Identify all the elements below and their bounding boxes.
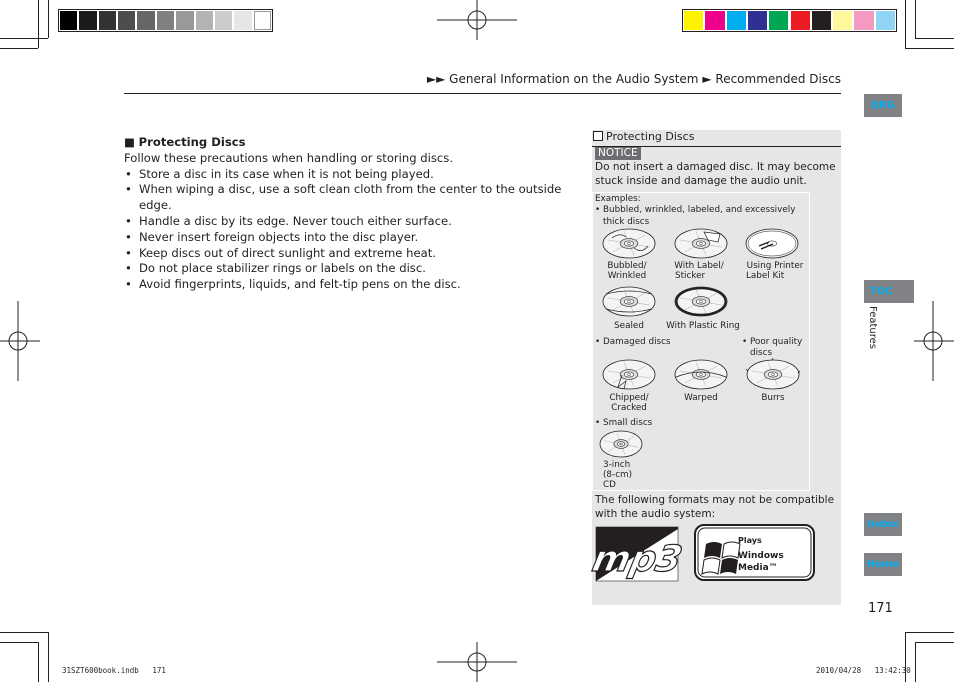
crop-mark — [905, 0, 906, 48]
caption: With Label/ Sticker — [674, 261, 724, 281]
color-swatch — [727, 11, 746, 30]
disc-printer-label-icon — [745, 228, 799, 259]
footer-right: 2010/04/28 13:42:30 — [816, 666, 911, 675]
disc-sealed-icon — [602, 286, 656, 317]
caption: Using Printer Label Kit — [746, 261, 804, 281]
crop-mark — [915, 642, 954, 643]
color-swatch — [157, 11, 174, 30]
caption: Warped — [684, 393, 718, 403]
crop-mark — [915, 38, 954, 39]
breadcrumb-section[interactable]: General Information on the Audio System — [449, 72, 699, 86]
list-item: • Avoid fingerprints, liquids, and felt-tip pens on the disc. — [124, 277, 574, 293]
crop-mark — [0, 642, 38, 643]
color-swatch — [791, 11, 810, 30]
breadcrumb-separator: ► — [702, 72, 712, 86]
intro-text: Follow these precautions when handling or storing discs. — [124, 150, 454, 165]
list-item: • Keep discs out of direct sunlight and extreme heat. — [124, 246, 574, 262]
wm-windows: Windows — [738, 551, 784, 561]
note-icon — [593, 131, 603, 141]
header-divider — [124, 93, 841, 94]
breadcrumb-arrows: ►► — [426, 72, 446, 86]
list-item: • Do not place stabilizer rings or labels on the disc. — [124, 261, 574, 277]
color-swatch — [833, 11, 852, 30]
group-label: • Damaged discs — [595, 337, 671, 347]
group-label: discs — [750, 348, 773, 358]
group-label: • Small discs — [595, 418, 653, 428]
disc-label-icon — [674, 228, 728, 259]
crop-mark — [38, 0, 39, 48]
section-heading — [124, 135, 574, 151]
color-swatch — [79, 11, 96, 30]
registration-mark-icon — [437, 642, 517, 682]
breadcrumb-page[interactable]: Recommended Discs — [715, 72, 841, 86]
registration-mark-icon — [914, 301, 954, 381]
gray-color-bar — [58, 9, 273, 32]
mp3-logo-text: mp3 — [588, 537, 687, 580]
wm-plays: Plays — [738, 536, 762, 545]
list-item: • Store a disc in its case when it is not being played. — [124, 167, 574, 183]
color-swatch — [684, 11, 703, 30]
crop-mark — [0, 632, 48, 633]
caption: Chipped/ Cracked — [609, 393, 649, 413]
crop-mark — [48, 632, 49, 682]
windows-media-logo — [694, 524, 815, 581]
caption: Sealed — [614, 321, 644, 331]
panel-title-text: Protecting Discs — [606, 130, 695, 143]
color-swatch — [769, 11, 788, 30]
caption: Bubbled/ Wrinkled — [607, 261, 647, 281]
crop-mark — [0, 48, 38, 49]
crop-mark — [48, 0, 49, 38]
color-swatch — [854, 11, 873, 30]
group-label: • Poor quality — [742, 337, 803, 347]
crop-mark — [915, 0, 916, 38]
crop-mark — [905, 48, 954, 49]
tab-qrg[interactable]: QRG — [864, 94, 902, 117]
tab-index[interactable]: Index — [864, 513, 902, 536]
process-color-bar — [682, 9, 897, 32]
group-label: thick discs — [603, 217, 650, 227]
registration-mark-icon — [437, 0, 517, 40]
heading-marker: ■ — [124, 135, 135, 149]
disc-small-icon — [598, 429, 644, 459]
color-swatch — [60, 11, 77, 30]
color-swatch — [118, 11, 135, 30]
wm-media: Media™ — [738, 563, 778, 573]
disc-ring-icon — [674, 286, 728, 317]
list-item: • Never insert foreign objects into the disc player. — [124, 230, 574, 246]
color-swatch — [812, 11, 831, 30]
color-swatch — [196, 11, 213, 30]
crop-mark — [0, 38, 48, 39]
tab-features[interactable]: Features — [867, 306, 878, 349]
tab-toc[interactable]: TOC — [864, 280, 914, 303]
disc-burrs-icon — [746, 359, 800, 390]
color-swatch — [137, 11, 154, 30]
crop-mark — [38, 642, 39, 682]
disc-warped-icon — [674, 359, 728, 390]
wm-tm: TM — [726, 567, 734, 573]
caption: Burrs — [761, 393, 785, 403]
main-content — [124, 135, 574, 293]
color-swatch — [254, 11, 271, 30]
list-item: • When wiping a disc, use a soft clean cloth from the center to the outside edge. — [124, 182, 574, 214]
disc-bubbled-icon — [602, 228, 656, 259]
caption: With Plastic Ring — [666, 321, 740, 331]
breadcrumb — [427, 72, 841, 86]
color-swatch — [215, 11, 232, 30]
precautions-list — [124, 167, 574, 293]
tab-home[interactable]: Home — [864, 553, 902, 576]
registration-mark-icon — [0, 301, 40, 381]
group-label: • Bubbled, wrinkled, labeled, and excessively — [595, 205, 796, 215]
page-number: 171 — [868, 601, 893, 616]
notice-badge: NOTICE — [595, 147, 641, 160]
color-swatch — [234, 11, 251, 30]
disc-chipped-icon — [602, 359, 656, 390]
notice-text: Do not insert a damaged disc. It may become stuck inside and damage the audio unit. — [595, 161, 836, 187]
panel-title — [592, 130, 841, 143]
footer-left: 31SZT600book.indb 171 — [62, 666, 166, 675]
heading-text: Protecting Discs — [138, 135, 246, 149]
mp3-logo — [588, 527, 687, 581]
color-swatch — [705, 11, 724, 30]
color-swatch — [748, 11, 767, 30]
crop-mark — [905, 632, 954, 633]
crop-mark — [915, 642, 916, 682]
formats-text: The following formats may not be compatible with the audio system: — [595, 494, 835, 520]
examples-label: Examples: — [595, 194, 641, 204]
color-swatch — [99, 11, 116, 30]
caption: 3-inch (8-cm) CD — [603, 460, 633, 490]
color-swatch — [176, 11, 193, 30]
color-swatch — [876, 11, 895, 30]
list-item: • Handle a disc by its edge. Never touch either surface. — [124, 214, 574, 230]
